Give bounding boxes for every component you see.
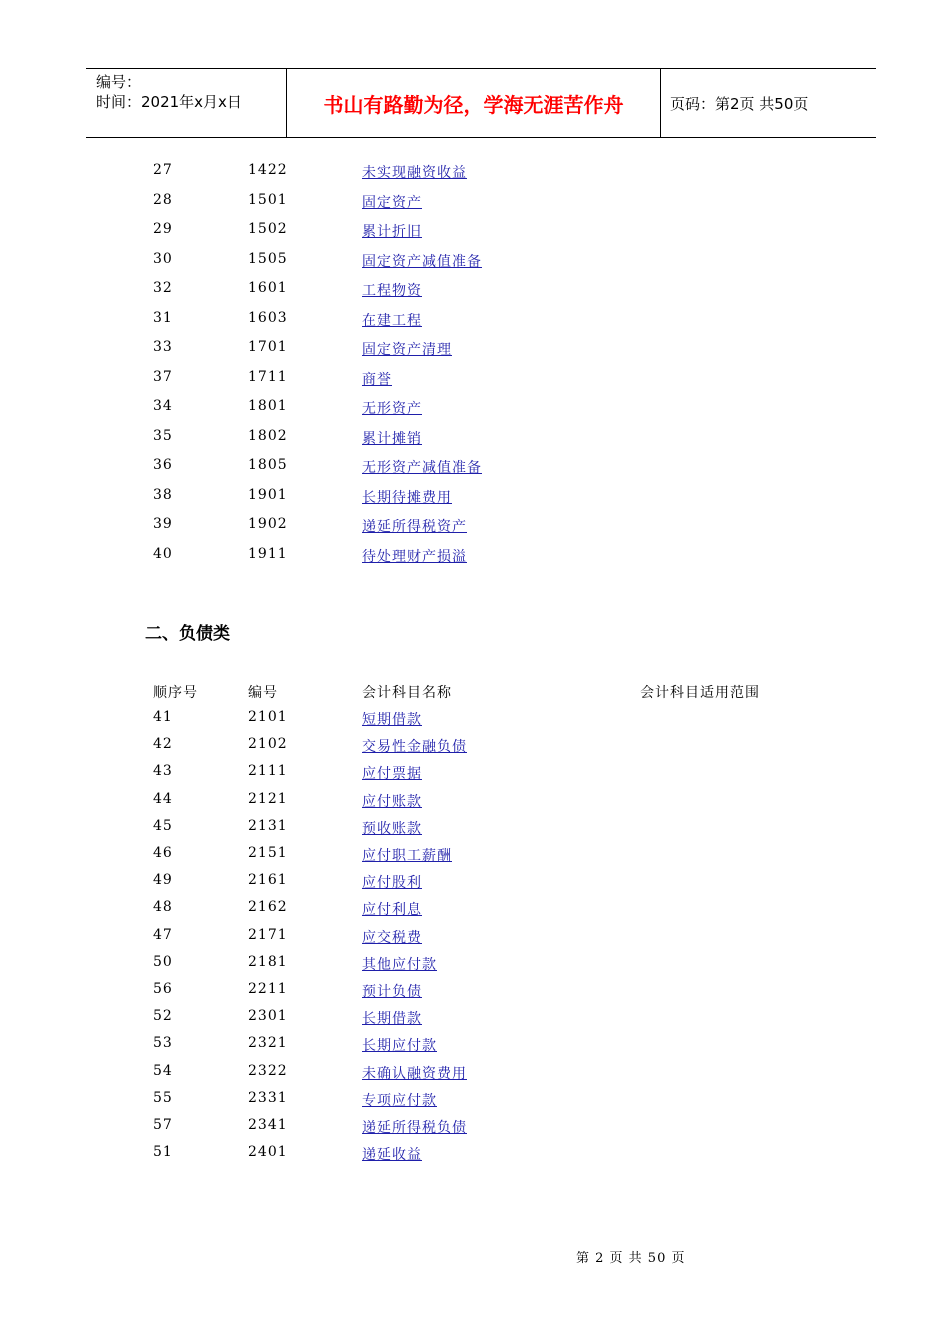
table-row [0,1117,950,1139]
row-seq: 48 [153,899,173,916]
account-link[interactable]: 累计折旧 [362,224,422,240]
table-row [0,428,950,450]
table-row [0,899,950,921]
table-row [0,487,950,509]
row-code: 1901 [248,486,288,503]
row-code: 2162 [248,899,288,916]
account-link[interactable]: 预收账款 [362,820,422,837]
account-link[interactable]: 应付账款 [362,793,422,810]
doc-number-label: 编号： [96,73,142,91]
header-meta [86,69,286,137]
account-link[interactable]: 应付股利 [362,875,422,892]
table-row [0,192,950,214]
row-code: 2321 [248,1035,288,1052]
row-code: 1911 [248,545,288,562]
table-row [0,369,950,391]
row-code: 1902 [248,516,288,532]
row-seq: 46 [153,845,173,861]
row-seq: 43 [153,763,173,780]
table-row [0,1144,950,1166]
row-seq: 45 [153,817,173,834]
table-row [0,736,950,758]
row-seq: 36 [153,457,173,473]
row-code: 2121 [248,790,288,807]
row-seq: 52 [153,1008,173,1025]
table-row [0,1090,950,1112]
row-code: 1601 [248,280,288,296]
row-seq: 56 [153,981,173,997]
account-link[interactable]: 短期借款 [362,712,422,728]
row-code: 2101 [248,709,288,725]
table-row [0,818,950,840]
account-link[interactable]: 长期借款 [362,1011,422,1028]
row-seq: 50 [153,953,173,970]
table-row [0,927,950,949]
account-link[interactable]: 待处理财产损溢 [362,548,467,565]
table-row [0,546,950,568]
row-code: 2171 [248,926,288,943]
row-seq: 47 [153,926,173,943]
header-page-number: 页码：第2页 共50页 [670,94,809,113]
account-link[interactable]: 无形资产减值准备 [362,460,482,476]
account-link[interactable]: 交易性金融负债 [362,739,467,756]
table-row [0,981,950,1003]
table-header-row [0,682,950,704]
header-motto: 书山有路勤为径，学海无涯苦作舟 [286,69,661,137]
row-code: 2151 [248,845,288,861]
row-code: 1603 [248,309,288,326]
account-link[interactable]: 应交税费 [362,929,422,946]
row-code: 1711 [248,368,288,385]
table-row [0,516,950,538]
column-header-scope: 会计科目适用范围 [640,685,760,701]
account-link[interactable]: 递延所得税负债 [362,1120,467,1136]
row-code: 2322 [248,1062,288,1079]
row-code: 1802 [248,427,288,444]
row-code: 1422 [248,162,288,178]
row-code: 2161 [248,872,288,889]
account-link[interactable]: 未确认融资费用 [362,1065,467,1082]
account-link[interactable]: 长期应付款 [362,1038,437,1055]
table-row [0,791,950,813]
row-code: 2131 [248,817,288,834]
account-link[interactable]: 未实现融资收益 [362,165,467,181]
account-link[interactable]: 固定资产清理 [362,342,452,358]
account-link[interactable]: 无形资产 [362,401,422,417]
account-link[interactable]: 固定资产减值准备 [362,253,482,270]
row-seq: 37 [153,368,173,385]
account-link[interactable]: 应付票据 [362,766,422,783]
column-header-code: 编号 [248,685,278,701]
row-seq: 44 [153,790,173,807]
row-seq: 30 [153,250,173,267]
row-seq: 27 [153,162,173,178]
page-footer: 第 2 页 共 50 页 [576,1251,686,1266]
row-seq: 28 [153,191,173,208]
row-code: 1505 [248,250,288,267]
table-row [0,845,950,867]
account-link[interactable]: 递延所得税资产 [362,519,467,535]
account-link[interactable]: 长期待摊费用 [362,489,452,506]
table-row [0,457,950,479]
row-seq: 53 [153,1035,173,1052]
section-title-liabilities: 二、负债类 [145,624,230,644]
account-link[interactable]: 预计负债 [362,984,422,1000]
row-seq: 33 [153,339,173,355]
row-code: 2181 [248,953,288,970]
table-row [0,398,950,420]
table-row [0,280,950,302]
row-seq: 35 [153,427,173,444]
page-header [86,68,876,138]
row-seq: 40 [153,545,173,562]
row-code: 2331 [248,1089,288,1106]
row-code: 1805 [248,457,288,473]
row-seq: 29 [153,221,173,237]
row-seq: 42 [153,736,173,753]
row-seq: 51 [153,1144,173,1161]
table-row [0,763,950,785]
row-seq: 54 [153,1062,173,1079]
account-link[interactable]: 递延收益 [362,1147,422,1164]
row-code: 1501 [248,191,288,208]
table-row [0,1008,950,1030]
table-row [0,1063,950,1085]
row-seq: 49 [153,872,173,889]
table-row [0,872,950,894]
account-link[interactable]: 工程物资 [362,283,422,299]
row-code: 2111 [248,763,288,780]
account-link[interactable]: 其他应付款 [362,956,437,973]
row-code: 1502 [248,221,288,237]
doc-time-label: 时间：2021年x月x日 [96,93,242,111]
row-seq: 31 [153,309,173,326]
account-link[interactable]: 固定资产 [362,194,422,211]
row-seq: 55 [153,1089,173,1106]
row-code: 2301 [248,1008,288,1025]
column-header-name: 会计科目名称 [362,685,452,701]
row-seq: 57 [153,1117,173,1133]
row-seq: 34 [153,398,173,414]
table-row [0,310,950,332]
row-seq: 32 [153,280,173,296]
table-row [0,954,950,976]
row-code: 2401 [248,1144,288,1161]
table-row [0,1035,950,1057]
row-code: 1801 [248,398,288,414]
account-link[interactable]: 商誉 [362,371,392,388]
table-row [0,709,950,731]
row-seq: 39 [153,516,173,532]
row-code: 2211 [248,981,288,997]
row-seq: 41 [153,709,173,725]
account-link[interactable]: 应付职工薪酬 [362,848,452,864]
row-code: 2341 [248,1117,288,1133]
table-row [0,162,950,184]
table-row [0,251,950,273]
account-link[interactable]: 应付利息 [362,902,422,919]
table-row [0,221,950,243]
account-link[interactable]: 累计摊销 [362,430,422,447]
row-code: 2102 [248,736,288,753]
column-header-seq: 顺序号 [153,685,198,701]
row-code: 1701 [248,339,288,355]
account-link[interactable]: 专项应付款 [362,1092,437,1109]
account-link[interactable]: 在建工程 [362,312,422,329]
table-row [0,339,950,361]
row-seq: 38 [153,486,173,503]
